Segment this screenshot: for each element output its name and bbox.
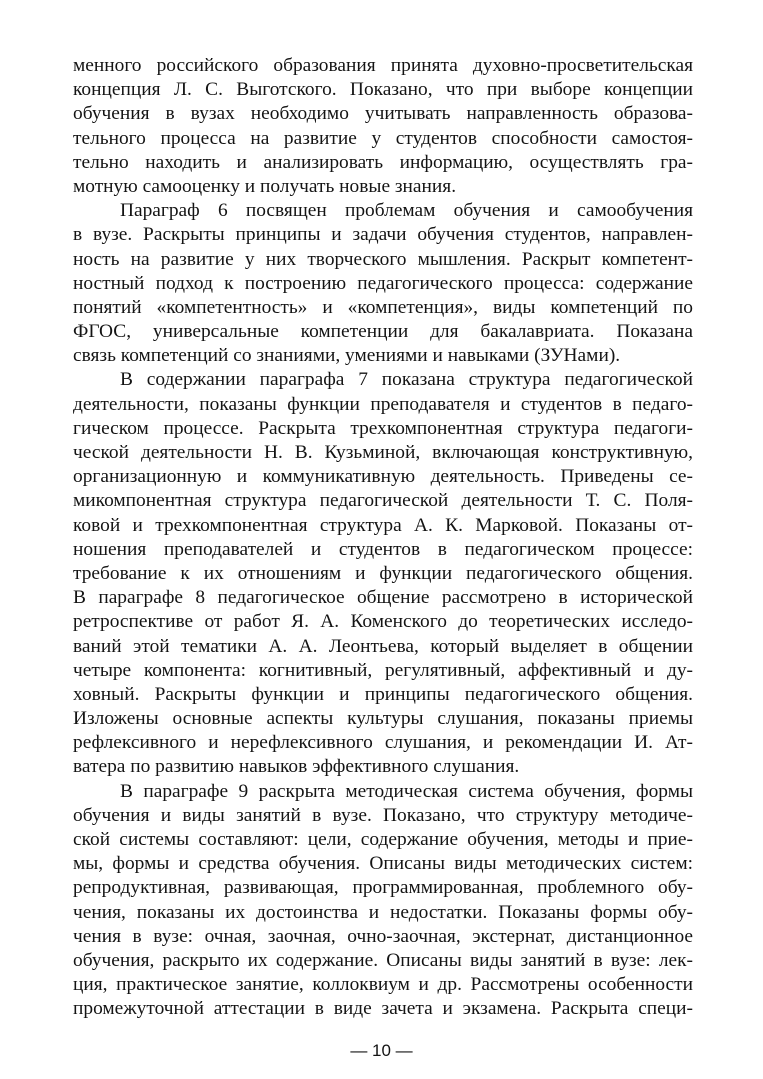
text-line: рефлексивного и нерефлексивного слушания, и рекомендации И. Ат- — [73, 732, 693, 754]
text-line: понятий «компетентность» и «компетенция», виды компетенций по — [73, 296, 693, 318]
text-line: ческой деятельности Н. В. Кузьминой, включающая конструктивную, — [73, 442, 693, 463]
text-line: в вузе. Раскрыты принципы и задачи обучения студентов, направлен- — [73, 224, 693, 246]
paragraph — [73, 368, 693, 779]
text-line: микомпонентная структура педагогической деятельности Т. С. Поля- — [73, 490, 693, 512]
text-line: ношения преподавателей и студентов в педагогическом процессе: — [73, 538, 693, 560]
text-line: В содержании параграфа 7 показана структура педагогической — [120, 369, 693, 391]
text-line: Параграф 6 посвящен проблемам обучения и самообучения — [120, 200, 693, 222]
text-line: организационную и коммуникативную деятельность. Приведены се- — [73, 466, 693, 488]
paragraph — [73, 54, 693, 199]
text-line: В параграфе 8 педагогическое общение рассмотрено в исторической — [73, 587, 693, 609]
text-line: мотную самооценку и получать новые знания. — [73, 175, 457, 197]
text-line: ваний этой тематики А. А. Леонтьева, который выделяет в общении — [73, 635, 693, 657]
text-line: В параграфе 9 раскрыта методическая система обучения, формы — [120, 780, 693, 802]
paragraph — [73, 780, 693, 1022]
text-line: промежуточной аттестации в виде зачета и экзамена. Раскрыта специ- — [73, 998, 693, 1020]
text-line: ской системы составляют: цели, содержание обучения, методы и прие- — [73, 829, 693, 850]
body-text — [73, 54, 693, 1022]
text-line: ховный. Раскрыты функции и принципы педагогического общения. — [73, 683, 693, 705]
text-line: мы, формы и средства обучения. Описаны виды методических систем: — [73, 853, 693, 875]
page-number: — 10 — — [350, 1041, 413, 1060]
text-line: репродуктивная, развивающая, программированная, проблемного обу- — [73, 877, 693, 899]
text-line: обучения и виды занятий в вузе. Показано, что структуру методиче- — [73, 804, 693, 826]
text-line: ретроспективе от работ Я. А. Коменского до теоретических исследо- — [73, 611, 693, 633]
paragraph — [73, 199, 693, 368]
text-line: обучения в вузах необходимо учитывать направленность образова- — [73, 103, 693, 125]
text-line: ковой и трехкомпонентная структура А. К. Марковой. Показаны от- — [73, 514, 693, 536]
text-line: четыре компонента: когнитивный, регулятивный, аффективный и ду- — [73, 659, 693, 681]
text-line: ФГОС, универсальные компетенции для бакалавриата. Показана — [73, 321, 693, 343]
text-line: чения, показаны их достоинства и недостатки. Показаны формы обу- — [73, 901, 693, 923]
text-line: ностный подход к построению педагогического процесса: содержание — [73, 272, 693, 294]
text-line: чения в вузе: очная, заочная, очно-заочная, экстернат, дистанционное — [73, 925, 693, 947]
text-line: деятельности, показаны функции преподавателя и студентов в педаго- — [73, 393, 693, 415]
text-line: ция, практическое занятие, коллоквиум и др. Рассмотрены особенности — [73, 974, 693, 996]
text-line: Изложены основные аспекты культуры слушания, показаны приемы — [73, 708, 693, 730]
text-line: требование к их отношениям и функции педагогического общения. — [73, 562, 693, 584]
text-line: ватера по развитию навыков эффективного слушания. — [73, 756, 520, 778]
text-line: тельно находить и анализировать информацию, осуществлять гра- — [73, 151, 693, 173]
text-line: тельного процесса на развитие у студентов способности самостоя- — [73, 127, 693, 149]
text-line: гическом процессе. Раскрыта трехкомпонентная структура педагоги- — [73, 417, 693, 439]
text-line: концепция Л. С. Выготского. Показано, что при выборе концепции — [73, 79, 693, 101]
text-line: обучения, раскрыто их содержание. Описаны виды занятий в вузе: лек- — [73, 949, 693, 971]
text-line: менного российского образования принята духовно-просветительская — [73, 55, 693, 76]
text-line: связь компетенций со знаниями, умениями и навыками (ЗУНами). — [73, 345, 621, 367]
text-line: ность на развитие у них творческого мышления. Раскрыт компетент- — [73, 248, 693, 270]
